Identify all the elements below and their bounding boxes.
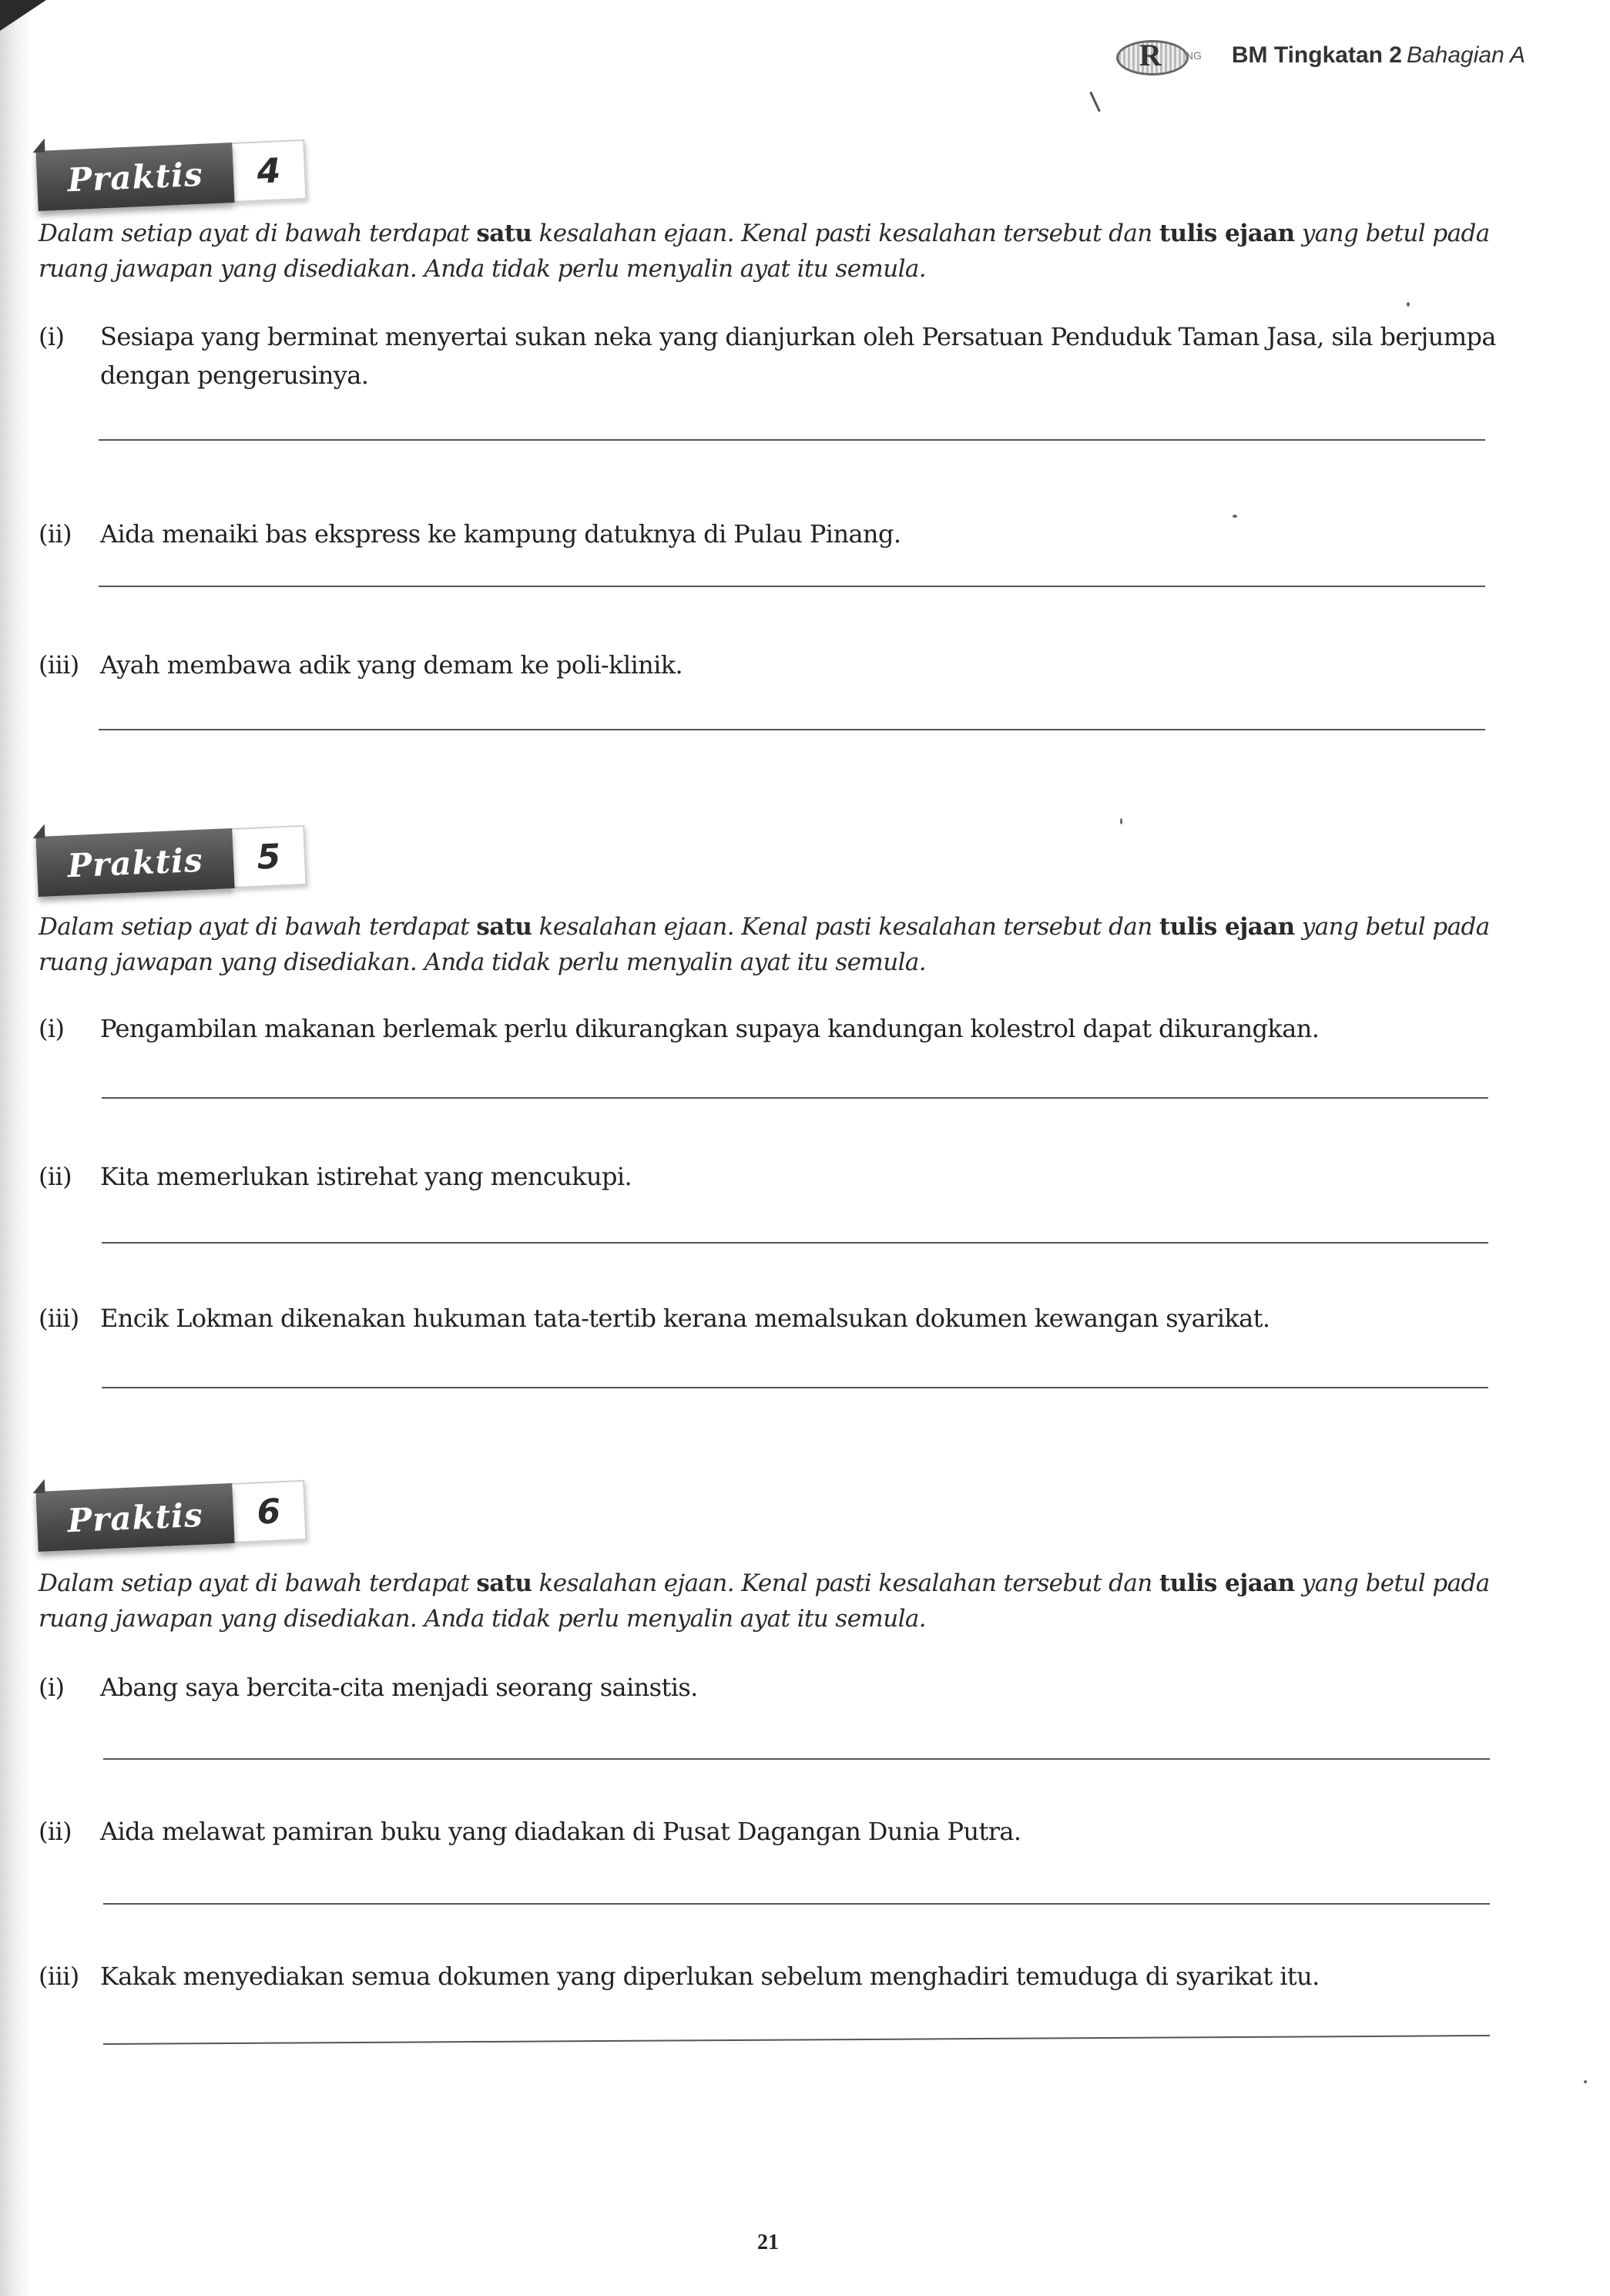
question-text: Kakak menyediakan semua dokumen yang diperlukan sebelum menghadiri temuduga di syarikat itu. bbox=[100, 1962, 1320, 1991]
badge-label: Praktis bbox=[35, 828, 234, 897]
instr-bold1: satu bbox=[476, 220, 532, 247]
praktis-badge bbox=[35, 139, 307, 214]
answer-line[interactable] bbox=[102, 1242, 1488, 1244]
header-title-italic: Bahagian A bbox=[1406, 42, 1525, 68]
answer-line[interactable] bbox=[103, 1758, 1490, 1760]
question-item bbox=[39, 1009, 1518, 1048]
question-text: Sesiapa yang berminat menyertai sukan neka yang dianjurkan oleh Persatuan Penduduk Taman Jasa, sila berjumpa dengan pengerusinya. bbox=[100, 322, 1496, 390]
instructions bbox=[39, 216, 1502, 287]
logo-text: NG bbox=[1185, 49, 1202, 62]
scan-speck bbox=[1120, 818, 1122, 824]
page-number: 21 bbox=[757, 2231, 779, 2254]
question-item bbox=[39, 317, 1518, 394]
answer-line[interactable] bbox=[99, 586, 1485, 587]
answer-line[interactable] bbox=[99, 439, 1485, 441]
question-number: (i) bbox=[39, 1673, 65, 1702]
praktis-badge bbox=[35, 1480, 307, 1555]
badge-label: Praktis bbox=[35, 1483, 234, 1552]
question-item bbox=[39, 515, 1518, 553]
answer-line[interactable] bbox=[103, 2035, 1490, 2045]
question-number: (ii) bbox=[39, 1162, 72, 1191]
scan-speck bbox=[1233, 515, 1237, 518]
badge-number: 4 bbox=[232, 139, 307, 203]
instr-part1: Dalam setiap ayat di bawah terdapat bbox=[39, 220, 470, 247]
question-number: (i) bbox=[39, 1014, 65, 1043]
answer-line[interactable] bbox=[102, 1097, 1488, 1099]
instructions bbox=[39, 1566, 1502, 1636]
answer-line[interactable] bbox=[99, 729, 1485, 730]
instructions bbox=[39, 909, 1502, 980]
instr-part2: kesalahan ejaan. Kenal pasti kesalahan tersebut dan bbox=[538, 220, 1152, 247]
logo-letter: R bbox=[1139, 38, 1162, 72]
page-binding-shadow bbox=[0, 0, 31, 2296]
instr-part3: yang betul pada ruang jawapan yang disediakan. Anda tidak perlu menyalin ayat itu semula. bbox=[39, 913, 1490, 976]
question-number: (ii) bbox=[39, 1817, 72, 1846]
answer-line[interactable] bbox=[103, 1903, 1490, 1905]
page-corner bbox=[0, 0, 46, 31]
question-item bbox=[39, 1299, 1518, 1338]
instr-part1: Dalam setiap ayat di bawah terdapat bbox=[39, 913, 470, 941]
question-text: Kita memerlukan istirehat yang mencukupi. bbox=[100, 1162, 632, 1191]
praktis-badge bbox=[35, 825, 307, 900]
question-text: Aida melawat pamiran buku yang diadakan di Pusat Dagangan Dunia Putra. bbox=[100, 1817, 1021, 1846]
question-item bbox=[39, 1668, 1518, 1707]
question-text: Ayah membawa adik yang demam ke poli-klinik. bbox=[100, 650, 683, 680]
instr-part2: kesalahan ejaan. Kenal pasti kesalahan tersebut dan bbox=[538, 913, 1152, 941]
question-text: Aida menaiki bas ekspress ke kampung datuknya di Pulau Pinang. bbox=[100, 519, 901, 549]
badge-number: 5 bbox=[232, 825, 307, 888]
instr-bold2: tulis ejaan bbox=[1159, 1569, 1295, 1597]
header-title bbox=[1232, 42, 1525, 69]
instr-part2: kesalahan ejaan. Kenal pasti kesalahan tersebut dan bbox=[538, 1569, 1152, 1597]
instr-bold2: tulis ejaan bbox=[1159, 220, 1295, 247]
question-item bbox=[39, 1157, 1518, 1196]
badge-label: Praktis bbox=[35, 143, 234, 211]
question-item bbox=[39, 1957, 1518, 1996]
question-text: Pengambilan makanan berlemak perlu dikurangkan supaya kandungan kolestrol dapat dikurangkan. bbox=[100, 1014, 1320, 1043]
question-item bbox=[39, 646, 1518, 684]
question-number: (iii) bbox=[39, 650, 79, 680]
badge-number: 6 bbox=[232, 1480, 307, 1543]
question-text: Abang saya bercita-cita menjadi seorang sainstis. bbox=[100, 1673, 698, 1702]
page-header bbox=[1099, 37, 1525, 74]
header-title-bold: BM Tingkatan 2 bbox=[1231, 42, 1402, 68]
question-text: Encik Lokman dikenakan hukuman tata-tertib kerana memalsukan dokumen kewangan syarikat. bbox=[100, 1304, 1270, 1333]
question-number: (ii) bbox=[39, 519, 72, 549]
question-number: (iii) bbox=[39, 1962, 79, 1991]
instr-part3: yang betul pada ruang jawapan yang disediakan. Anda tidak perlu menyalin ayat itu semula. bbox=[39, 220, 1490, 283]
instr-part3: yang betul pada ruang jawapan yang disediakan. Anda tidak perlu menyalin ayat itu semula. bbox=[39, 1569, 1490, 1633]
instr-bold1: satu bbox=[476, 1569, 532, 1597]
scan-speck bbox=[1584, 2080, 1587, 2083]
question-item bbox=[39, 1812, 1518, 1851]
instr-bold2: tulis ejaan bbox=[1159, 913, 1295, 941]
publisher-logo bbox=[1099, 37, 1223, 74]
instr-bold1: satu bbox=[476, 913, 532, 941]
question-number: (iii) bbox=[39, 1304, 79, 1333]
pen-mark bbox=[1089, 92, 1101, 112]
scan-speck bbox=[1407, 302, 1410, 307]
question-number: (i) bbox=[39, 322, 65, 351]
instr-part1: Dalam setiap ayat di bawah terdapat bbox=[39, 1569, 470, 1597]
answer-line[interactable] bbox=[102, 1387, 1488, 1388]
